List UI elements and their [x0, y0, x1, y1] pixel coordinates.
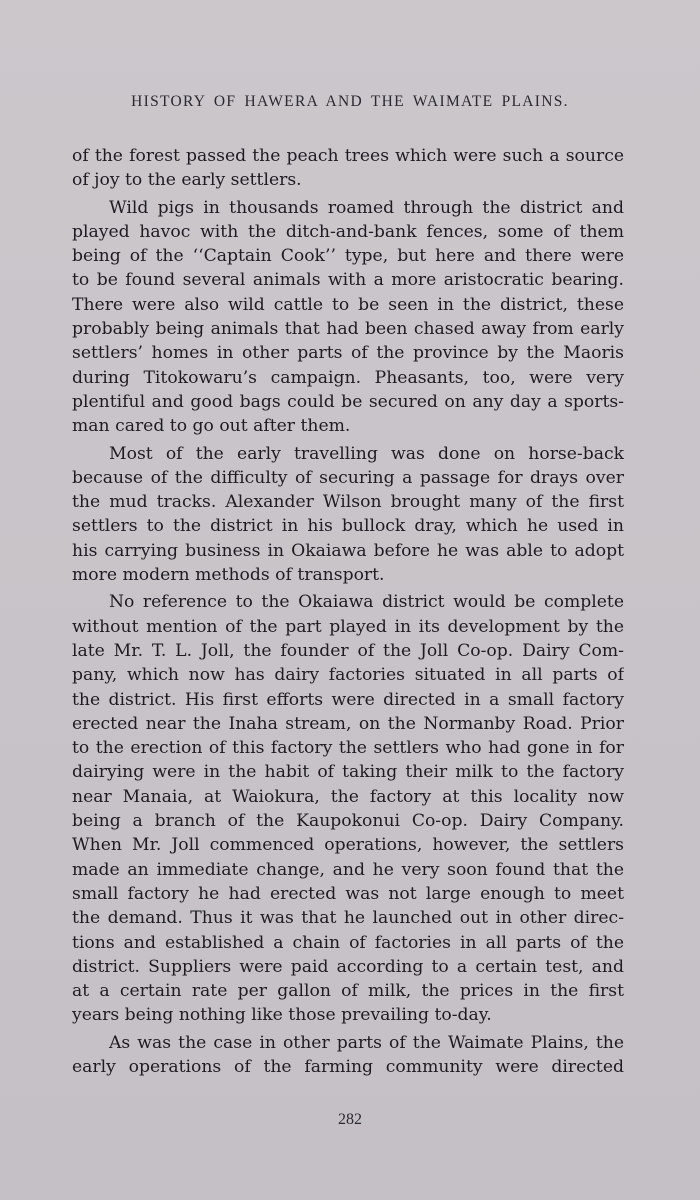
text-line: settlers to the district in his bullock dray, which he used in	[72, 516, 624, 537]
text-line: No reference to the Okaiawa district would be complete	[109, 592, 624, 613]
text-line: pany, which now has dairy factories situated in all parts of	[72, 665, 624, 686]
text-line: tions and established a chain of factories in all parts of the	[72, 932, 624, 953]
text-line: to the erection of this factory the settlers who had gone in for	[72, 738, 624, 759]
text-line: plentiful and good bags could be secured on any day a sports-	[72, 391, 624, 412]
text-line: Wild pigs in thousands roamed through the district and	[109, 197, 624, 218]
text-line: probably being animals that had been chased away from early	[72, 319, 624, 340]
text-line: to be found several animals with a more aristocratic bearing.	[72, 270, 624, 291]
text-line: made an immediate change, and he very soon found that the	[72, 859, 624, 880]
text-line: erected near the Inaha stream, on the Normanby Road. Prior	[72, 713, 624, 734]
text-line: district. Suppliers were paid according to a certain test, and	[72, 956, 624, 977]
text-line: his carrying business in Okaiawa before he was able to adopt	[72, 540, 624, 561]
text-line: because of the difficulty of securing a passage for drays over	[72, 467, 624, 488]
body-text	[72, 144, 624, 1079]
text-line: being of the ‘‘Captain Cook’’ type, but here and there were	[72, 246, 624, 267]
page-number: 282	[338, 1111, 362, 1128]
text-line: played havoc with the ditch-and-bank fences, some of them	[72, 221, 624, 242]
running-head: HISTORY OF HAWERA AND THE WAIMATE PLAINS.	[131, 93, 569, 110]
text-line: man cared to go out after them.	[72, 416, 351, 437]
text-line: late Mr. T. L. Joll, the founder of the Joll Co-op. Dairy Com-	[72, 640, 624, 661]
text-line: settlers’ homes in other parts of the province by the Maoris	[72, 343, 624, 364]
text-line: at a certain rate per gallon of milk, the prices in the first	[72, 981, 624, 1002]
text-line: the demand. Thus it was that he launched out in other direc-	[72, 908, 624, 929]
text-line: There were also wild cattle to be seen in the district, these	[72, 294, 624, 315]
text-line: years being nothing like those prevailing to-day.	[72, 1005, 492, 1026]
text-line: near Manaia, at Waiokura, the factory at this locality now	[72, 786, 624, 807]
text-line: the district. His first efforts were directed in a small factory	[72, 689, 624, 710]
text-line: more modern methods of transport.	[72, 565, 385, 586]
text-line: Most of the early travelling was done on horse-back	[109, 443, 624, 464]
text-line: being a branch of the Kaupokonui Co-op. Dairy Company.	[72, 811, 624, 832]
text-line: When Mr. Joll commenced operations, however, the settlers	[72, 835, 624, 856]
text-line: the mud tracks. Alexander Wilson brought many of the first	[72, 492, 624, 513]
text-line: dairying were in the habit of taking their milk to the factory	[72, 762, 624, 783]
text-line: of joy to the early settlers.	[72, 170, 302, 191]
text-line: of the forest passed the peach trees which were such a source	[72, 146, 624, 166]
text-line: without mention of the part played in its development by the	[72, 616, 624, 637]
text-line: small factory he had erected was not large enough to meet	[72, 883, 624, 904]
text-line: during Titokowaru’s campaign. Pheasants, too, were very	[72, 367, 624, 388]
text-line: As was the case in other parts of the Waimate Plains, the	[109, 1032, 624, 1053]
text-line: early operations of the farming community were directed	[72, 1056, 624, 1077]
